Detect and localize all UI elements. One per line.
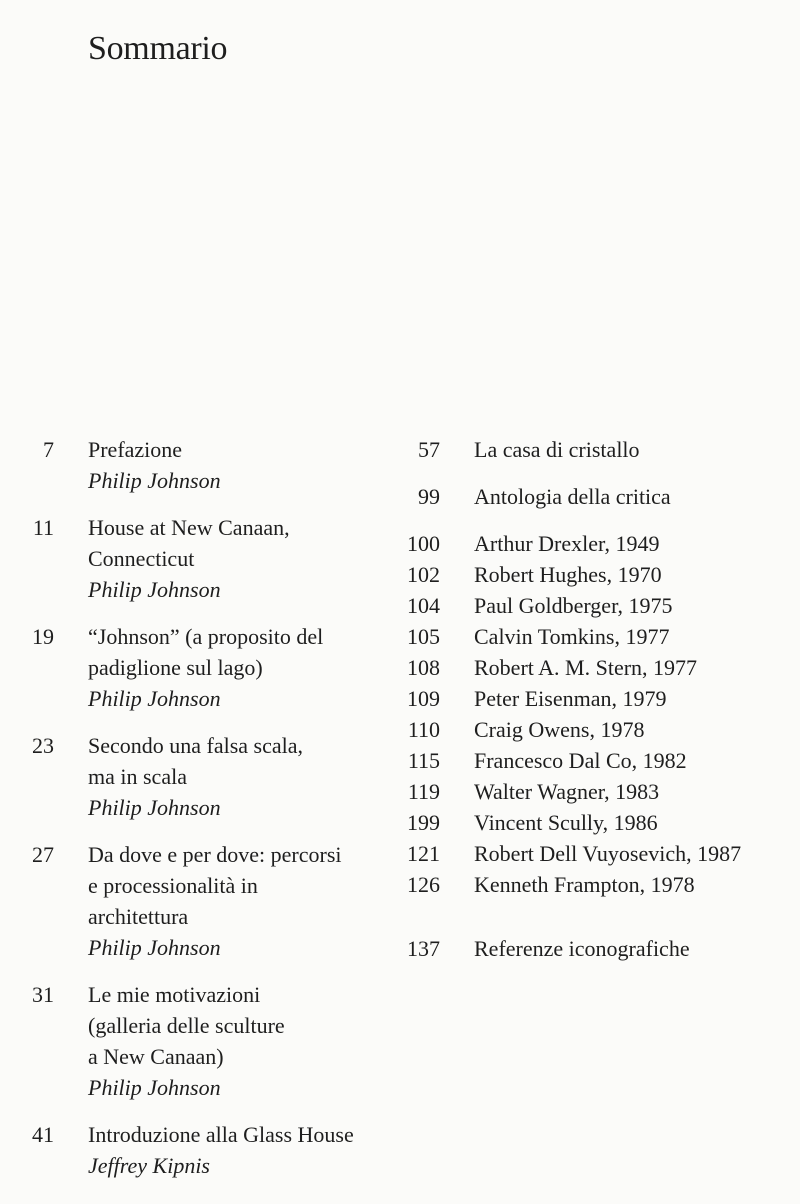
entry-title-line: Connecticut (88, 546, 195, 571)
entry-author: Philip Johnson (88, 577, 221, 602)
entry-author: Philip Johnson (88, 935, 221, 960)
page-number: 104 (407, 593, 440, 618)
critics-list (400, 528, 800, 900)
toc-entry-antologia[interactable] (400, 481, 800, 512)
entry-title-line: (galleria delle sculture (88, 1013, 285, 1038)
entry-author: Philip Johnson (88, 468, 221, 493)
critic-entry[interactable] (400, 714, 800, 745)
critic-entry[interactable] (400, 528, 800, 559)
critic-entry[interactable] (400, 652, 800, 683)
toc-entry[interactable] (0, 979, 400, 1103)
entry-title: Antologia della critica (474, 484, 671, 509)
entry-title-line: House at New Canaan, (88, 515, 290, 540)
critic-entry[interactable] (400, 869, 800, 900)
page-number: 19 (32, 624, 54, 649)
page-number: 108 (407, 655, 440, 680)
entry-title-line: Prefazione (88, 437, 183, 462)
page-number: 11 (32, 515, 54, 540)
entry-title-line: a New Canaan) (88, 1044, 224, 1069)
critic-entry[interactable] (400, 683, 800, 714)
page-number: 31 (32, 982, 54, 1007)
critic-name: Peter Eisenman, 1979 (474, 686, 667, 711)
entry-title-line: architettura (88, 904, 189, 929)
critic-name: Francesco Dal Co, 1982 (474, 748, 687, 773)
critic-entry[interactable] (400, 590, 800, 621)
toc-entry[interactable] (0, 730, 400, 823)
critic-name: Kenneth Frampton, 1978 (474, 872, 695, 897)
critic-name: Paul Goldberger, 1975 (474, 593, 673, 618)
critic-name: Robert Dell Vuyosevich, 1987 (474, 841, 742, 866)
critic-name: Craig Owens, 1978 (474, 717, 645, 742)
page-number: 119 (407, 779, 440, 804)
entry-title: La casa di cristallo (474, 437, 640, 462)
page-number: 23 (32, 733, 54, 758)
page-number: 100 (407, 531, 440, 556)
toc-entry[interactable] (0, 621, 400, 714)
entry-title-line: padiglione sul lago) (88, 655, 263, 680)
entry-author: Philip Johnson (88, 686, 221, 711)
critic-entry[interactable] (400, 745, 800, 776)
entry-title-line: e processionalità in (88, 873, 258, 898)
page-number: 110 (407, 717, 440, 742)
page-title: Sommario (88, 30, 228, 67)
toc-entry[interactable] (0, 1119, 400, 1181)
entry-title-line: Secondo una falsa scala, (88, 733, 304, 758)
page-number: 99 (418, 484, 440, 509)
page-number: 115 (407, 748, 440, 773)
toc-entry[interactable] (0, 839, 400, 963)
critic-name: Vincent Scully, 1986 (474, 810, 658, 835)
critic-entry[interactable] (400, 776, 800, 807)
entry-title-line: “Johnson” (a proposito del (88, 624, 324, 649)
entry-title-line: Da dove e per dove: percorsi (88, 842, 342, 867)
critic-name: Calvin Tomkins, 1977 (474, 624, 670, 649)
toc-entry[interactable] (0, 434, 400, 496)
entry-title-line: Le mie motivazioni (88, 982, 261, 1007)
entry-author: Jeffrey Kipnis (88, 1153, 210, 1178)
toc-right-column (400, 434, 800, 964)
critic-entry[interactable] (400, 807, 800, 838)
critic-name: Arthur Drexler, 1949 (474, 531, 660, 556)
page-number: 121 (407, 841, 440, 866)
critic-entry[interactable] (400, 559, 800, 590)
page-number: 105 (407, 624, 440, 649)
page-number: 137 (407, 936, 440, 961)
toc-entry-referenze[interactable] (400, 933, 800, 964)
page-number: 7 (43, 437, 54, 462)
page-number: 199 (407, 810, 440, 835)
critic-name: Robert A. M. Stern, 1977 (474, 655, 698, 680)
entry-author: Philip Johnson (88, 795, 221, 820)
page-number: 102 (407, 562, 440, 587)
entry-title: Referenze iconografiche (474, 936, 690, 961)
critic-entry[interactable] (400, 838, 800, 869)
critic-entry[interactable] (400, 621, 800, 652)
toc-entry[interactable] (0, 512, 400, 605)
entry-author: Philip Johnson (88, 1075, 221, 1100)
page-number: 126 (407, 872, 440, 897)
page-number: 27 (32, 842, 54, 867)
page-number: 57 (418, 437, 440, 462)
critic-name: Walter Wagner, 1983 (474, 779, 660, 804)
critic-name: Robert Hughes, 1970 (474, 562, 662, 587)
page-number: 109 (407, 686, 440, 711)
page-number: 41 (32, 1122, 54, 1147)
entry-title-line: Introduzione alla Glass House (88, 1122, 354, 1147)
toc-left-column (0, 434, 400, 1197)
entry-title-line: ma in scala (88, 764, 187, 789)
toc-entry-casa[interactable] (400, 434, 800, 465)
